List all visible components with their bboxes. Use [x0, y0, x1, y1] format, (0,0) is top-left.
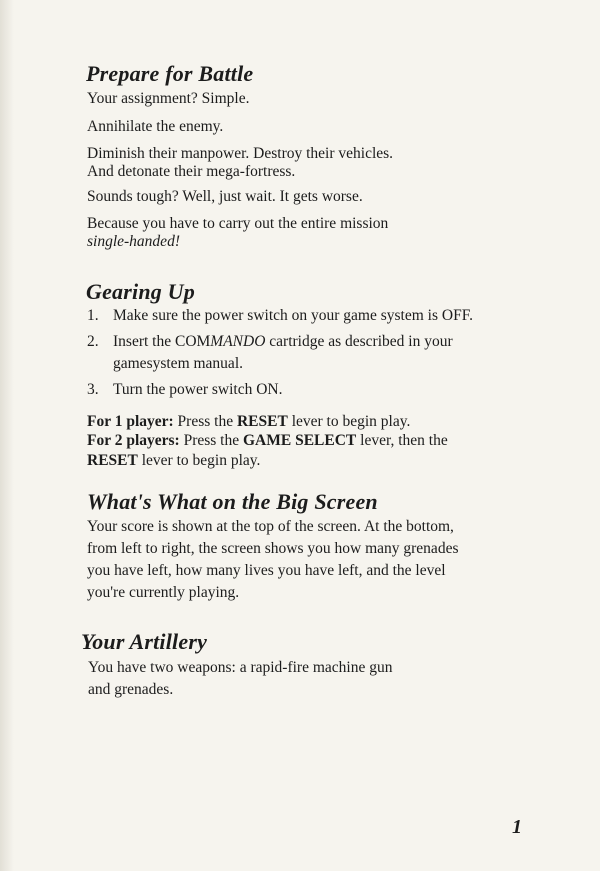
step-number: 2.: [87, 333, 99, 350]
one-player-text-a: Press the: [173, 413, 237, 430]
two-player-label: For 2 players:: [87, 432, 180, 449]
battle-line-4: Sounds tough? Well, just wait. It gets worse.: [87, 188, 363, 205]
step-text-post: cartridge as described in your: [265, 333, 453, 350]
page-number: 1: [512, 816, 522, 838]
battle-line-5b: single-handed!: [87, 233, 180, 250]
battle-line-3b: And detonate their mega-fortress.: [87, 163, 296, 180]
step-text: Turn the power switch ON.: [113, 381, 283, 398]
battle-line-5a: Because you have to carry out the entire mission: [87, 215, 389, 232]
screen-line-3: you have left, how many lives you have left, and the level: [87, 562, 446, 579]
heading-big-screen: What's What on the Big Screen: [87, 489, 378, 514]
heading-your-artillery: Your Artillery: [81, 629, 208, 654]
one-player-instructions: [87, 412, 410, 432]
battle-line-3a: Diminish their manpower. Destroy their vehicles.: [87, 145, 394, 162]
setup-step-1: [87, 305, 473, 327]
two-player-text-b: lever, then the: [356, 432, 448, 449]
heading-gearing-up: Gearing Up: [86, 279, 195, 304]
battle-line-1: Your assignment? Simple.: [87, 90, 250, 107]
reset-word: RESET: [236, 413, 288, 430]
step-text-italic: MANDO: [210, 333, 266, 350]
screen-line-2: from left to right, the screen shows you how many grenades: [87, 540, 459, 557]
artillery-line-2: and grenades.: [88, 681, 174, 698]
artillery-line-1: You have two weapons: a rapid-fire machine gun: [88, 659, 393, 676]
screen-line-1: Your score is shown at the top of the screen. At the bottom,: [87, 518, 454, 535]
two-player-text-c: lever to begin play.: [137, 452, 261, 469]
one-player-text-b: lever to begin play.: [287, 413, 411, 430]
step-number: 3.: [87, 381, 99, 398]
step-text-pre: Insert the COM: [113, 333, 211, 350]
reset-word-2: RESET: [87, 452, 138, 469]
one-player-label: For 1 player:: [87, 413, 174, 430]
step-text: Make sure the power switch on your game system is OFF.: [113, 307, 473, 324]
game-select-word: GAME SELECT: [243, 432, 357, 449]
heading-prepare-for-battle: Prepare for Battle: [86, 61, 254, 86]
screen-line-4: you're currently playing.: [87, 584, 240, 601]
two-player-text-a: Press the: [179, 432, 243, 449]
setup-steps-list: [87, 305, 473, 401]
battle-line-2: Annihilate the enemy.: [87, 118, 224, 135]
step-number: 1.: [87, 307, 99, 324]
step-text-cont: gamesystem manual.: [113, 355, 243, 372]
two-player-instructions: [87, 431, 448, 471]
setup-step-2: [87, 331, 473, 375]
setup-step-3: [87, 379, 473, 401]
